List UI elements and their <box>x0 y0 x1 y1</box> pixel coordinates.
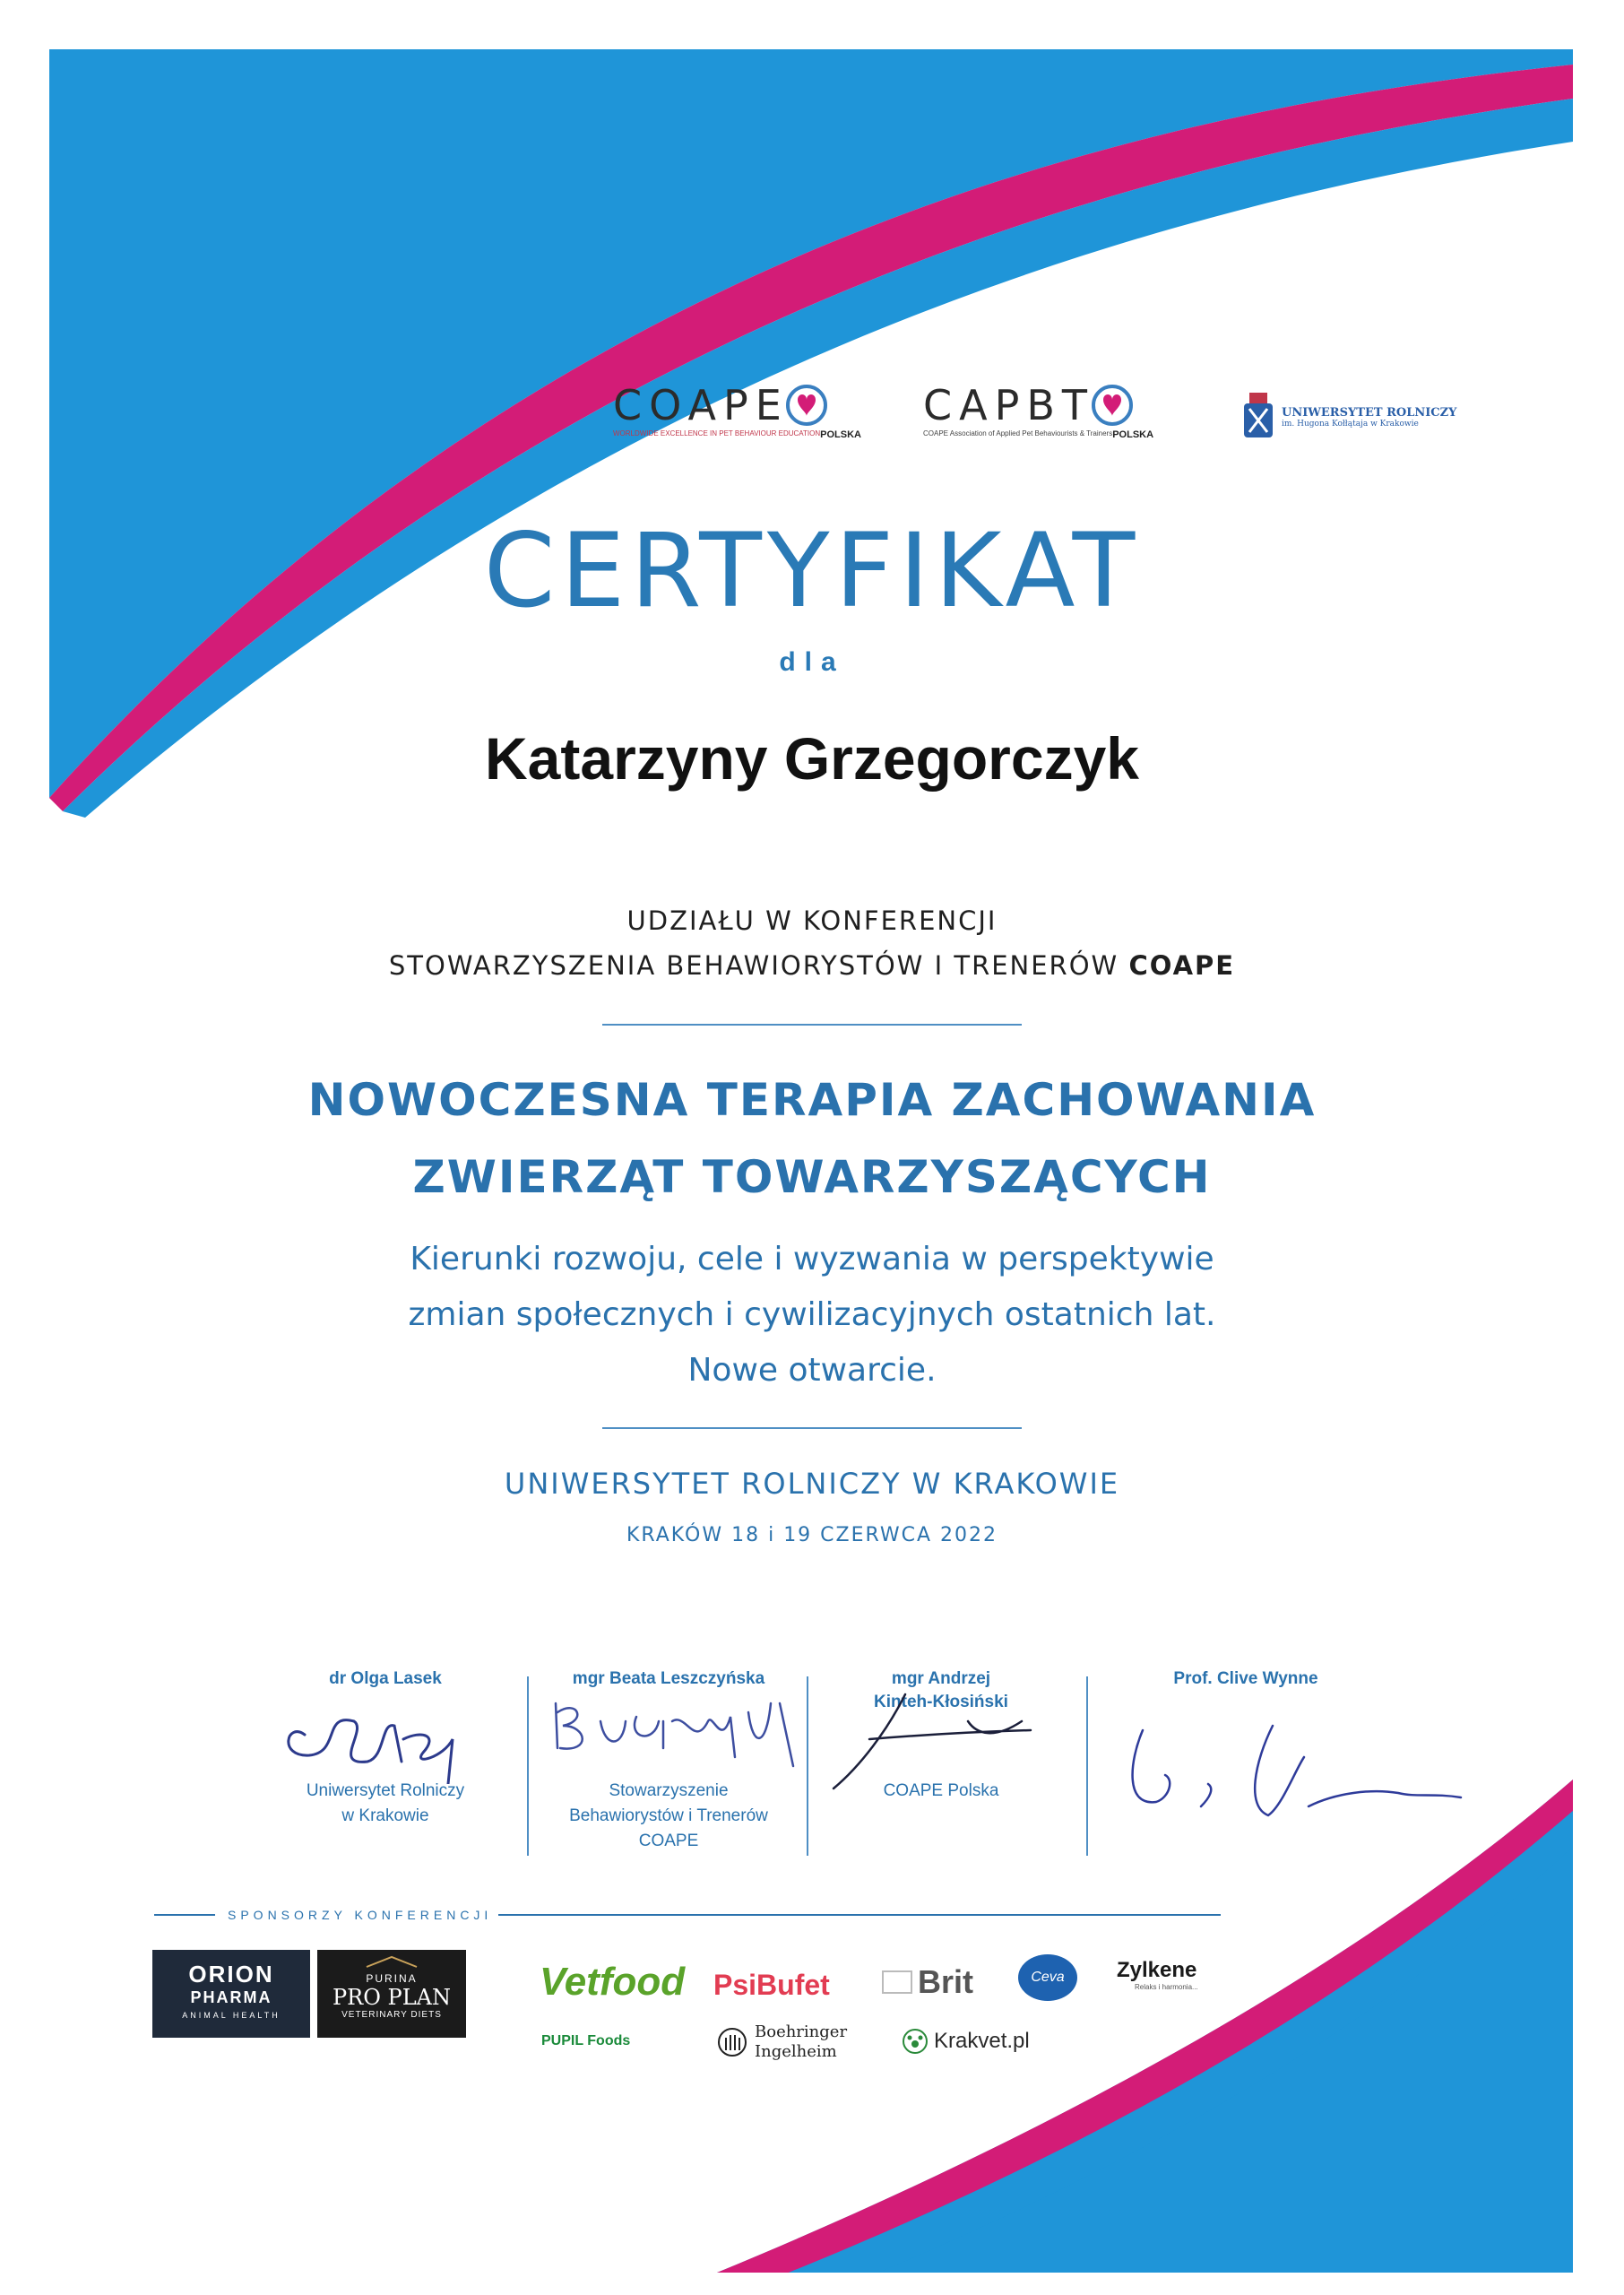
topic-line1: NOWOCZESNA TERAPIA ZACHOWANIA <box>307 1074 1317 1126</box>
venue: UNIWERSYTET ROLNICZY W KRAKOWIE <box>504 1467 1120 1501</box>
divider-top <box>602 1024 1022 1026</box>
signatory-name: mgr Andrzej Kinteh-Kłosiński <box>874 1669 1008 1711</box>
proplan-line3: VETERINARY DIETS <box>341 2010 442 2020</box>
university-logo-subname: im. Hugona Kołłątaja w Krakowie <box>1282 419 1419 429</box>
sponsor-psibufet: PsiBufet <box>713 1969 830 2001</box>
signature-olga-lasek <box>269 1685 484 1784</box>
association-name: STOWARZYSZENIA BEHAWIORYSTÓW I TRENERÓW <box>388 950 1119 981</box>
brit-label: Brit <box>918 1963 973 2000</box>
certificate-title: CERTYFIKAT <box>483 511 1141 630</box>
sponsors-label: SPONSORZY KONFERENCJI <box>228 1908 493 1922</box>
university-crest-icon <box>1242 391 1274 443</box>
coape-logo-tagline: WORLDWIDE EXCELLENCE IN PET BEHAVIOUR EDUCATION <box>613 429 821 437</box>
capbt-logo <box>923 381 1153 440</box>
participation-line1: UDZIAŁU W KONFERENCJI <box>626 905 998 936</box>
sponsors-rule-right <box>498 1914 1221 1916</box>
boehringer-line2: Ingelheim <box>755 2042 837 2061</box>
coape-logo <box>613 381 861 440</box>
signature-beata-leszczynska <box>538 1685 807 1775</box>
subtitle-line1: Kierunki rozwoju, cele i wyzwania w perspektywie <box>410 1241 1214 1277</box>
capbt-logo-badge: POLSKA <box>1112 429 1154 440</box>
sponsor-ceva: Ceva <box>1018 1954 1077 2001</box>
sponsor-purina-pro-plan <box>317 1950 466 2038</box>
sponsor-krakvet <box>902 2028 1030 2055</box>
signatory-4 <box>1102 1667 1389 1691</box>
signatory-name: dr Olga Lasek <box>329 1669 442 1688</box>
subtitle-line2: zmian społecznych i cywilizacyjnych ostatnich lat. <box>408 1296 1216 1333</box>
sponsors-rule-left <box>154 1914 215 1916</box>
sponsor-pupil-foods: PUPIL Foods <box>541 2033 631 2048</box>
signatory-org-line1: COAPE Polska <box>883 1781 999 1800</box>
divider-bottom <box>602 1427 1022 1429</box>
conference-topic <box>0 1061 1624 1216</box>
signatory-name: mgr Beata Leszczyńska <box>572 1669 765 1688</box>
conference-subtitle <box>0 1232 1624 1399</box>
sponsor-boehringer-ingelheim <box>717 2022 847 2062</box>
boehringer-mark-icon <box>717 2027 747 2057</box>
signatory-name: Prof. Clive Wynne <box>1173 1669 1318 1688</box>
university-logo <box>1242 391 1456 443</box>
krakvet-paw-icon <box>902 2028 929 2055</box>
coape-logo-badge: POLSKA <box>820 429 861 440</box>
recipient-name: Katarzyny Grzegorczyk <box>485 725 1139 792</box>
sponsor-brit <box>882 1963 973 2001</box>
participation-line2 <box>0 943 1624 988</box>
sponsor-zylkene <box>1117 1958 1198 1991</box>
event-date: KRAKÓW 18 i 19 CZERWCA 2022 <box>626 1524 998 1546</box>
coape-logo-name: COAPE <box>613 381 789 429</box>
orion-line3: ANIMAL HEALTH <box>182 2011 281 2020</box>
signatory-org-line2: Behawiorystów i Trenerów <box>569 1806 768 1825</box>
sponsor-orion-pharma <box>152 1950 310 2038</box>
topic-line2: ZWIERZĄT TOWARZYSZĄCYCH <box>412 1151 1212 1203</box>
krakvet-label: Krakvet.pl <box>934 2029 1030 2053</box>
association-brand: COAPE <box>1128 950 1236 981</box>
signatory-org-line3: COAPE <box>638 1832 699 1850</box>
zylkene-label: Zylkene <box>1117 1958 1197 1982</box>
sponsor-vetfood: Vetfood <box>540 1960 686 2004</box>
for-label: dla <box>779 647 845 677</box>
signature-divider <box>807 1676 808 1856</box>
capbt-logo-tagline: COAPE Association of Applied Pet Behaviourists & Trainers <box>923 429 1113 437</box>
heart-dog-icon <box>1091 384 1136 427</box>
participation-text <box>0 898 1624 988</box>
proplan-line1: PURINA <box>366 1972 418 1985</box>
signatory-org-line1: Stowarzyszenie <box>609 1781 729 1800</box>
roof-icon <box>365 1955 419 1968</box>
zylkene-tagline: Relaks i harmonia... <box>1135 1983 1198 1991</box>
proplan-line2: PRO PLAN <box>333 1985 451 2010</box>
signature-andrzej-kinteh-klosinski <box>816 1685 1049 1793</box>
signature-clive-wynne <box>1102 1708 1479 1842</box>
capbt-logo-name: CAPBT <box>923 381 1094 429</box>
university-logo-name: UNIWERSYTET ROLNICZY <box>1282 405 1457 420</box>
boehringer-line1: Boehringer <box>755 2022 848 2041</box>
signatory-org-line1: Uniwersytet Rolniczy <box>306 1781 465 1800</box>
brit-mark-icon <box>882 1970 912 1994</box>
orion-line2: PHARMA <box>190 1988 272 2006</box>
signature-divider <box>1086 1676 1088 1856</box>
subtitle-line3: Nowe otwarcie. <box>687 1352 937 1389</box>
signatory-org-line2: w Krakowie <box>341 1806 429 1825</box>
orion-line1: ORION <box>188 1961 274 1988</box>
heart-dog-icon <box>785 384 830 427</box>
